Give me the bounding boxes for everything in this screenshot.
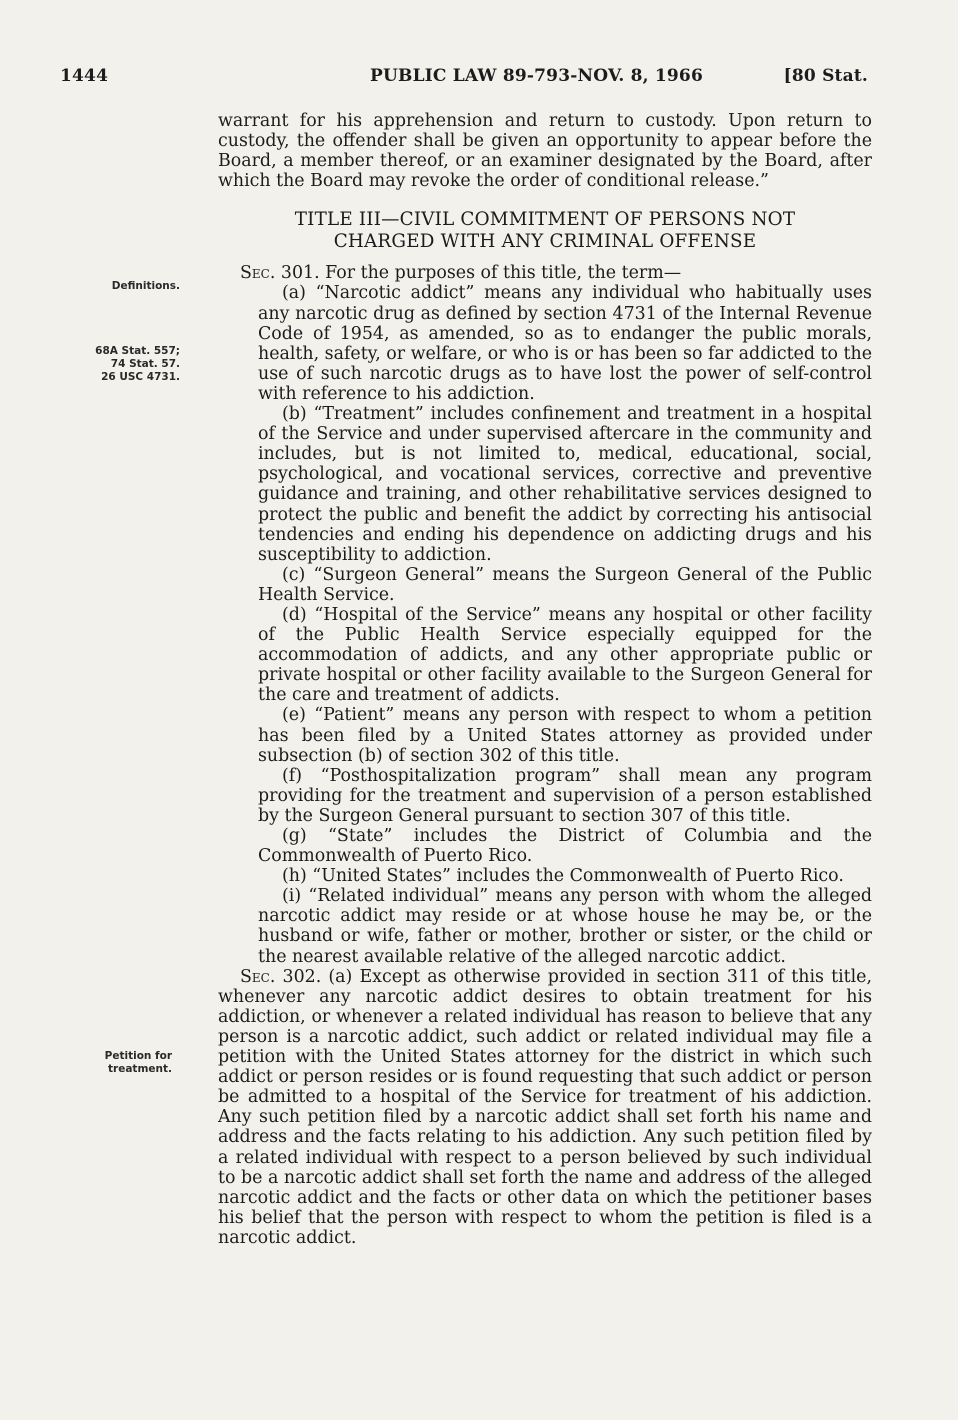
definition-item: (c) “Surgeon General” means the Surgeon General of the Public Health Service. <box>258 564 872 605</box>
section-301-text: For the purposes of this title, the term— <box>325 263 682 284</box>
running-title: PUBLIC LAW 89-793-NOV. 8, 1966 <box>370 66 703 86</box>
section-301-intro <box>218 263 872 283</box>
margin-note-definitions: Definitions. <box>111 280 180 292</box>
section-302-paragraph <box>218 967 872 1248</box>
title-heading-line1: TITLE III—CIVIL COMMITMENT OF PERSONS NOT <box>294 209 796 231</box>
page-number: 1444 <box>60 66 109 86</box>
section-302-label: Sec. 302. <box>240 966 322 987</box>
title-heading <box>218 209 872 253</box>
definition-item: (b) “Treatment” includes confinement and treatment in a hospital of the Service and under supervised aftercare in the community and includes, but is not limited to, medical, educational, social, psychological, and vocational services, corrective and preventive guidance and training, and other rehabilitative services designed to protect the public and benefit the addict by correcting his antisocial tendencies and ending his dependence on addicting drugs and his susceptibility to addiction. <box>258 404 872 565</box>
definition-item: (h) “United States” includes the Commonwealth of Puerto Rico. <box>282 866 844 887</box>
definition-item: (g) “State” includes the District of Columbia and the Commonwealth of Puerto Rico. <box>258 826 872 867</box>
citation-line: 74 Stat. 57. <box>110 358 180 370</box>
definitions-list <box>218 283 872 966</box>
margin-note-petition <box>60 1050 172 1076</box>
definition-item: (a) “Narcotic addict” means any individual who habitually uses any narcotic drug as defined by section 4731 of the Internal Revenue Code of 1954, as amended, so as to endanger the public morals, health, safety, or welfare, or who is or has been so far addicted to the use of such narcotic drugs as to have lost the power of self-control with reference to his addiction. <box>258 283 872 404</box>
citation-line: 68A Stat. 557; <box>95 345 180 357</box>
section-302-text: (a) Except as otherwise provided in section 311 of this title, whenever any narcotic addict desires to obtain treatment for his addiction, or whenever a related individual has reason to believe that any person is a narcotic addict, such addict or related individual may file a petition with the United States attorney for the district in which such addict or person resides or is found requesting that such addict or person be admitted to a hospital of the Service for treatment of his addiction. Any such petition filed by a narcotic addict shall set forth his name and address and the facts relating to his addiction. Any such petition filed by a related individual with respect to a person believed by such individual to be a narcotic addict shall set forth the name and address of the alleged narcotic addict and the facts or other data on which the petitioner bases his belief that the person with respect to whom the petition is filed is a narcotic addict. <box>218 966 873 1248</box>
section-301-label: Sec. 301. <box>240 263 320 284</box>
definition-item: (i) “Related individual” means any person with whom the alleged narcotic addict may reside or at whose house he may be, or the husband or wife, father or mother, brother or sister, or the child or the nearest available relative of the alleged narcotic addict. <box>258 886 872 967</box>
statute-reference: [80 Stat. <box>783 66 868 86</box>
definition-item: (f) “Posthospitalization program” shall mean any program providing for the treatment and supervision of a person established by the Surgeon General pursuant to section 307 of this title. <box>258 765 872 826</box>
definition-item: (d) “Hospital of the Service” means any hospital or other facility of the Public Health Service especially equipped for the accommodation of addicts, and any other appropriate public or private hospital or other facility available to the Surgeon General for the care and treatment of addicts. <box>258 604 872 706</box>
title-heading-line2: CHARGED WITH ANY CRIMINAL OFFENSE <box>333 231 757 253</box>
petition-note-line: treatment. <box>108 1063 172 1075</box>
page-header <box>60 66 868 96</box>
statute-body <box>218 111 872 1248</box>
definition-item: (e) “Patient” means any person with respect to whom a petition has been filed by a United States attorney as provided under subsection (b) of section 302 of this title. <box>258 705 872 766</box>
petition-note-line: Petition for <box>104 1050 172 1062</box>
intro-paragraph: warrant for his apprehension and return to custody. Upon return to custody, the offender shall be given an opportunity to appear before the Board, a member thereof, or an examiner designated by the Board, after which the Board may revoke the order of conditional release.” <box>218 111 872 192</box>
margin-note-citations <box>60 345 180 384</box>
citation-line: 26 USC 4731. <box>101 371 180 383</box>
